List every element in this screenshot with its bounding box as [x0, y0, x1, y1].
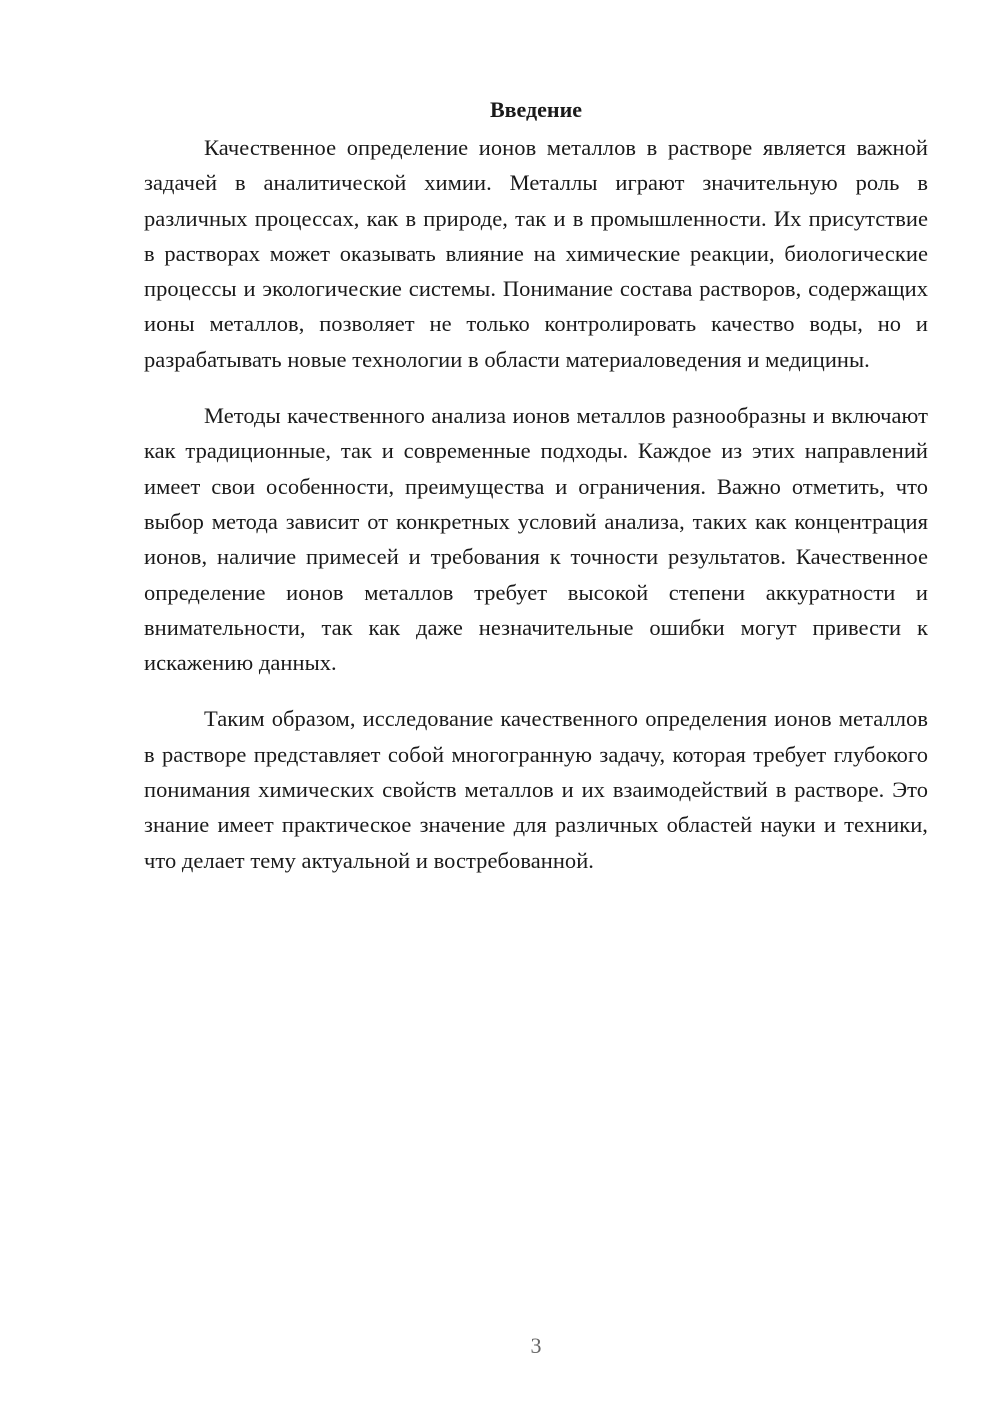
page-content	[144, 92, 928, 878]
paragraph-2: Методы качественного анализа ионов металлов разнообразны и включают как традиционные, так и современные подходы. Каждое из этих направлений имеет свои особенности, преимущества и ограничения. Важно отметить, что выбор метода зависит от конкретных условий анализа, таких как концентрация ионов, наличие примесей и требования к точности результатов. Качественное определение ионов металлов требует высокой степени аккуратности и внимательности, так как даже незначительные ошибки могут привести к искажению данных.	[144, 403, 928, 676]
paragraph-1: Качественное определение ионов металлов в растворе является важной задачей в аналитической химии. Металлы играют значительную роль в различных процессах, как в природе, так и в промышленности. Их присутствие в растворах может оказывать влияние на химические реакции, биологические процессы и экологические системы. Понимание состава растворов, содержащих ионы металлов, позволяет не только контролировать качество воды, но и разрабатывать новые технологии в области материаловедения и медицины.	[144, 135, 928, 372]
page-number: 3	[530, 1333, 542, 1358]
section-title: Введение	[489, 97, 583, 122]
paragraph-3: Таким образом, исследование качественного определения ионов металлов в растворе представляет собой многогранную задачу, которая требует глубокого понимания химических свойств металлов и их взаимодействий в растворе. Это знание имеет практическое значение для различных областей науки и техники, что делает тему актуальной и востребованной.	[144, 706, 928, 873]
